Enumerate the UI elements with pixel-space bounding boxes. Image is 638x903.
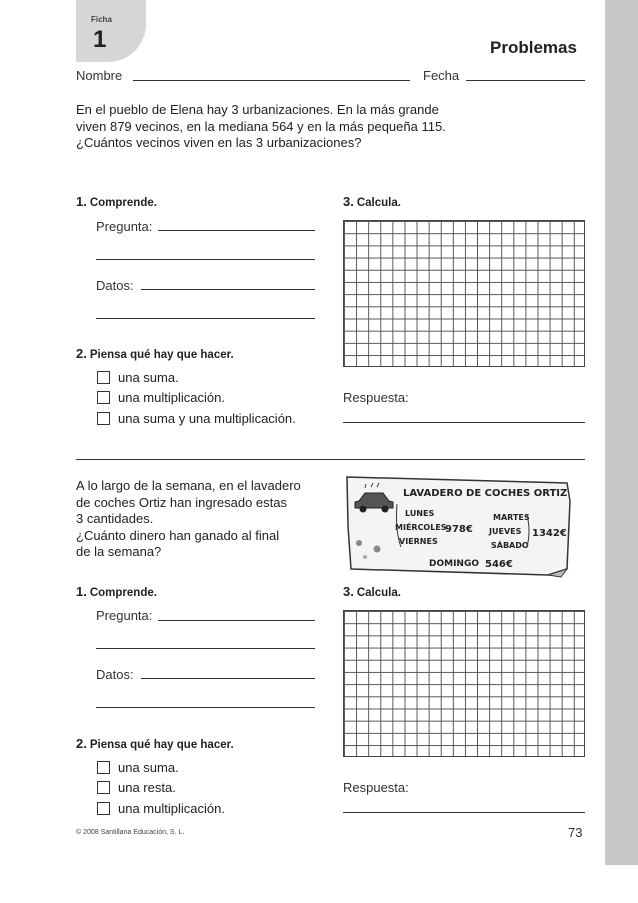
problem1-step3-heading [343,194,401,209]
problem1-question-label: Pregunta: [96,219,153,234]
problem1-statement-line: viven 879 vecinos, en la mediana 564 y en la más pequeña 115. [76,118,446,134]
sign-day: SÁBADO [491,541,529,550]
problem2-statement-line: de coches Ortiz han ingresado estas [76,494,288,510]
problem1-statement [76,102,446,152]
page-side-band [605,0,638,865]
step-number: 1. [76,194,87,209]
problem2-option-checkbox[interactable] [97,802,110,815]
problem1-data-label: Datos: [96,278,134,293]
problem2-statement-line: 3 cantidades. [76,511,154,527]
step-number: 1. [76,584,87,599]
step-number: 2. [76,346,87,361]
problem1-data-line[interactable] [141,289,315,290]
problem2-question-line[interactable] [158,620,315,621]
problem2-data-line[interactable] [141,678,315,679]
problem2-statement-line: A lo largo de la semana, en el lavadero [76,478,301,493]
problem1-option-label: una suma y una multiplicación. [118,411,296,426]
worksheet-number: 1 [93,26,107,53]
sign-day: VIERNES [399,537,438,546]
problem2-step2-heading [76,736,234,751]
problem2-option-label: una multiplicación. [118,801,225,816]
step-number: 3. [343,194,354,209]
name-label: Nombre [76,68,123,83]
page-title: Problemas [490,38,577,57]
step-title: Comprende. [89,197,157,209]
problem1-question-line-2[interactable] [96,259,315,260]
problem1-data-line-2[interactable] [96,318,315,319]
problem1-step2-heading [76,346,234,361]
sign-day: MARTES [493,513,530,522]
problem2-question-line-2[interactable] [96,648,315,649]
problem2-data-label: Datos: [96,667,134,682]
problem1-step1-heading [76,194,157,209]
problem1-option-label: una suma. [118,370,179,385]
problem1-statement-line: En el pueblo de Elena hay 3 urbanizaciones. En la más grande [76,102,439,117]
sign-day: MIÉRCOLES [395,523,447,532]
step-title: Piensa qué hay que hacer. [89,349,234,361]
sign-amount: 546€ [485,559,513,570]
problem2-data-line-2[interactable] [96,707,315,708]
problem2-statement-line: de la semana? [76,544,162,560]
sign-day: LUNES [405,509,435,518]
problem1-option-checkbox[interactable] [97,391,110,404]
worksheet-tab-label: Ficha [91,15,112,24]
problem2-calc-grid[interactable] [343,610,585,757]
problem2-option-checkbox[interactable] [97,761,110,774]
page-number: 73 [568,825,583,840]
step-title: Piensa qué hay que hacer. [89,739,234,751]
section-divider [76,459,585,460]
date-line[interactable] [466,80,585,81]
problem1-option-label: una multiplicación. [118,390,225,405]
sign-amount: 978€ [445,524,473,535]
car-wash-sign-illustration [343,471,575,580]
problem2-statement-line: ¿Cuánto dinero han ganado al final [76,527,280,543]
problem1-answer-line[interactable] [343,422,585,423]
date-label: Fecha [423,68,460,83]
problem2-answer-label: Respuesta: [343,780,409,795]
problem2-option-checkbox[interactable] [97,781,110,794]
copyright-notice: © 2008 Santillana Educación, S. L. [76,829,185,836]
step-number: 3. [343,584,354,599]
problem2-answer-line[interactable] [343,812,585,813]
problem1-statement-line: ¿Cuántos vecinos viven en las 3 urbanizaciones? [76,135,362,151]
problem2-statement [76,478,301,561]
step-title: Calcula. [356,587,401,599]
problem2-step1-heading [76,584,157,599]
step-title: Calcula. [356,197,401,209]
sign-day: JUEVES [489,527,522,536]
problem1-answer-label: Respuesta: [343,390,409,405]
step-title: Comprende. [89,587,157,599]
name-line[interactable] [133,80,410,81]
problem1-calc-grid[interactable] [343,220,585,367]
sign-title: LAVADERO DE COCHES ORTIZ [403,488,568,499]
problem2-option-label: una resta. [118,780,176,795]
problem2-question-label: Pregunta: [96,608,153,623]
problem2-step3-heading [343,584,401,599]
sign-day: DOMINGO [429,559,479,569]
problem1-option-checkbox[interactable] [97,371,110,384]
worksheet-tab [76,0,146,62]
problem1-question-line[interactable] [158,230,315,231]
problem1-option-checkbox[interactable] [97,412,110,425]
problem2-option-label: una suma. [118,760,179,775]
sign-amount: 1342€ [532,528,567,539]
step-number: 2. [76,736,87,751]
